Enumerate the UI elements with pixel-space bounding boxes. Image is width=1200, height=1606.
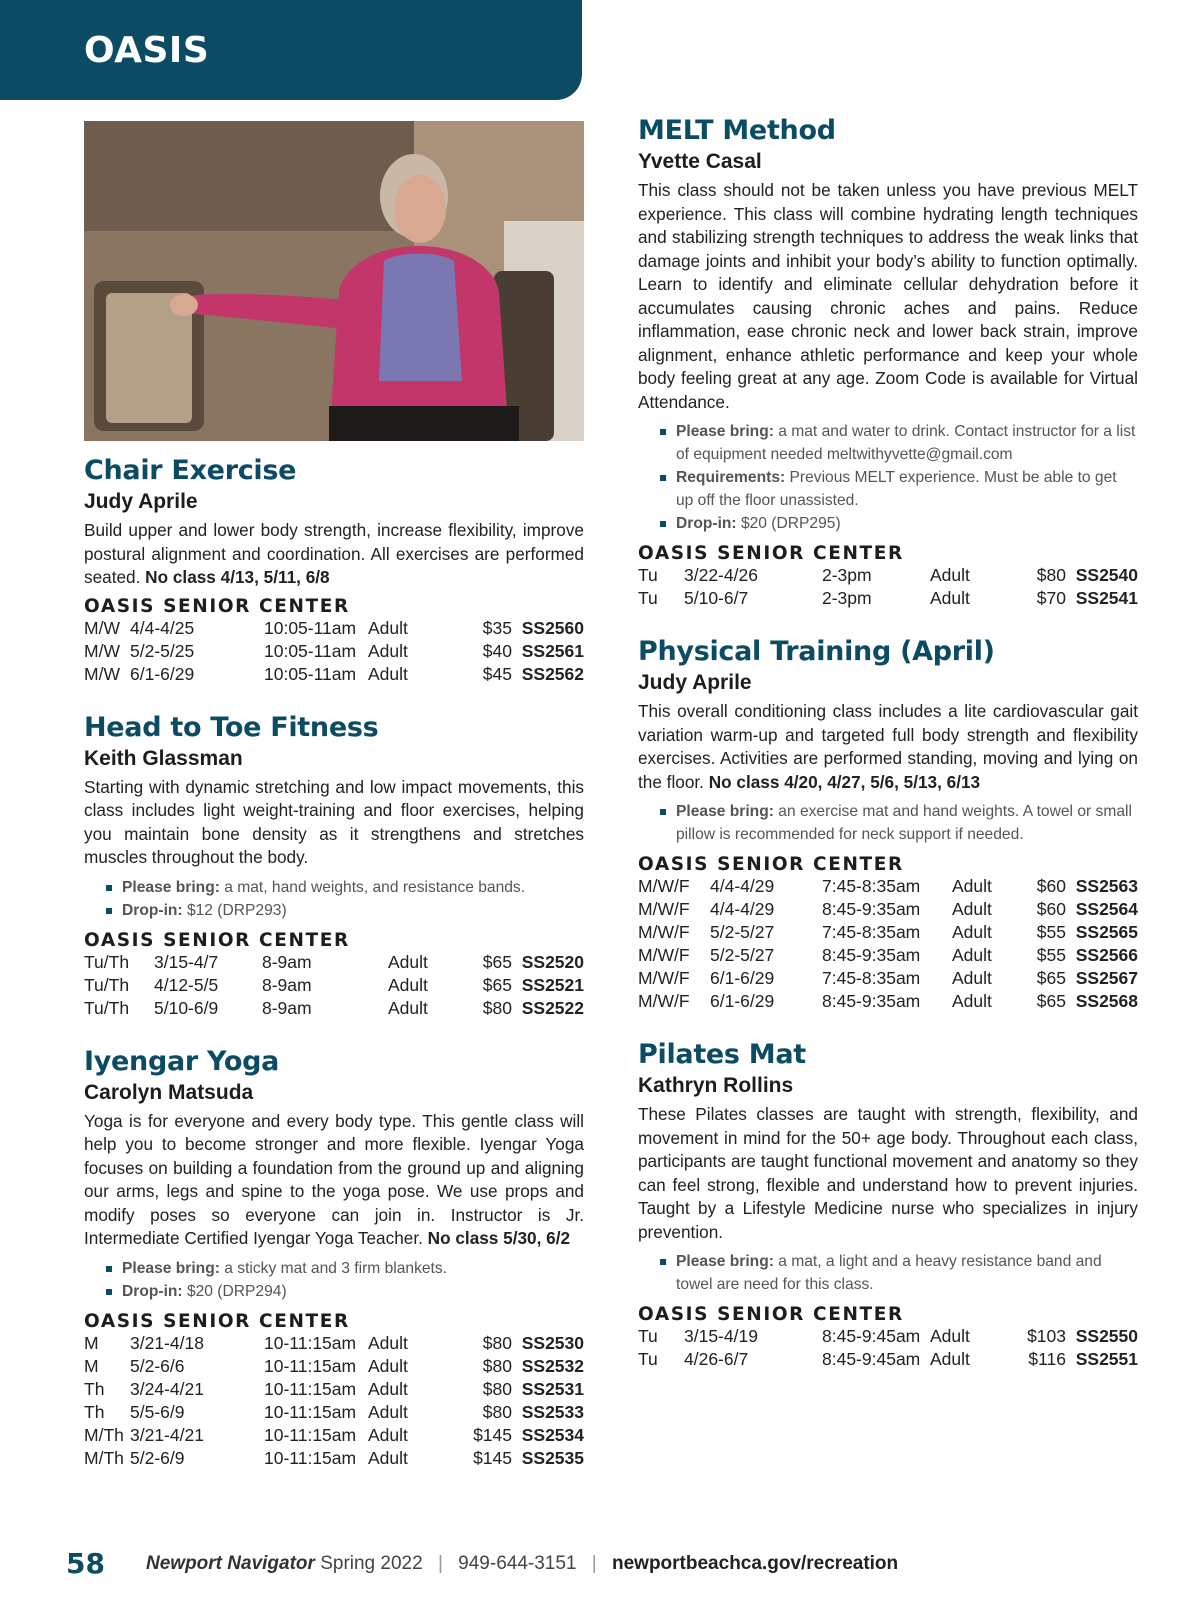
table-row [638,990,1138,1013]
schedule-table [84,1332,584,1470]
phone-number: 949-644-3151 [458,1553,577,1574]
table-cell: Th [84,1401,105,1422]
table-cell: Adult [930,1326,970,1346]
table-cell: SS2562 [521,663,584,684]
table-cell: 4/4-4/25 [130,617,195,638]
note-text: $12 (DRP293) [182,901,287,919]
page-footer [66,1547,1166,1583]
note-item [84,1280,584,1303]
table-cell: 5/2-6/6 [130,1355,185,1376]
location-label: OASIS SENIOR CENTER [638,1304,904,1325]
table-cell: 2-3pm [822,565,872,585]
table-cell: Tu/Th [84,997,130,1018]
table-row [84,951,584,974]
table-cell: $65 [482,974,512,995]
table-cell: Adult [368,640,408,661]
note-text: an exercise mat and hand weights. A towel or small pillow is recommended for neck support if needed. [676,803,1132,843]
table-cell: 6/1-6/29 [130,663,195,684]
course-melt-method [638,115,1138,610]
note-label: Please bring: [676,1253,774,1270]
table-cell: 8:45-9:45am [822,1349,921,1369]
table-cell: 5/10-6/9 [154,997,219,1018]
table-cell: 8:45-9:35am [822,899,921,919]
table-cell: Adult [368,1378,408,1399]
course-instructor: Judy Aprile [84,490,198,513]
table-row [638,564,1138,587]
note-label: Please bring: [122,1259,220,1277]
table-cell: SS2532 [521,1355,584,1376]
table-cell: $103 [1027,1326,1066,1346]
note-item [638,1250,1138,1296]
course-instructor: Carolyn Matsuda [84,1080,254,1104]
table-cell: Tu [638,1349,658,1369]
table-cell: $80 [482,1355,512,1376]
course-instructor: Keith Glassman [84,746,243,770]
schedule-table [84,617,584,686]
table-cell: Tu [638,565,658,585]
table-cell: SS2565 [1075,922,1138,942]
table-cell: 7:45-8:35am [822,968,921,988]
table-row [84,974,584,997]
description-text: Build upper and lower body strength, increase flexibility, improve postural alignment and coordination. All exercises are performed seated. [84,520,584,587]
no-class-note: No class 4/20, 4/27, 5/6, 5/13, 6/13 [708,771,981,792]
table-cell: Adult [952,968,992,988]
table-cell: SS2534 [521,1424,584,1445]
bullet-square-icon [106,1266,112,1272]
table-cell: M/W [84,640,120,661]
table-row [84,1355,584,1378]
location-label: OASIS SENIOR CENTER [84,595,350,617]
course-description: Starting with dynamic stretching and low impact movements, this class includes light weight-training and floor exercises, helping you maintain bone density as it strengthens and stretches muscles throughout the body. [84,776,584,867]
table-cell: M/W [84,617,120,638]
table-cell: M/W [84,663,120,684]
table-row [638,1348,1138,1371]
table-row [638,875,1138,898]
table-cell: Adult [368,617,408,638]
footer-text [146,1553,898,1575]
table-cell: $70 [1036,588,1066,608]
bullet-square-icon [660,1259,666,1265]
location-label: OASIS SENIOR CENTER [638,543,904,564]
table-cell: SS2530 [521,1332,584,1353]
table-cell: 5/2-6/9 [130,1447,185,1468]
course-notes [638,800,1138,846]
table-cell: 5/2-5/27 [710,922,775,942]
table-cell: Adult [952,922,992,942]
note-item [638,800,1138,846]
course-title: Iyengar Yoga [84,1045,280,1077]
course-description [84,519,584,590]
table-cell: 3/24-4/21 [130,1378,204,1399]
bullet-square-icon [106,1289,112,1295]
bullet-square-icon [106,908,112,914]
table-cell: $60 [1036,876,1066,896]
table-cell: 7:45-8:35am [822,922,921,942]
table-cell: $116 [1028,1349,1066,1369]
table-cell: 8-9am [262,997,312,1018]
table-cell: SS2563 [1075,876,1138,896]
description-text: Yoga is for everyone and every body type. This gentle class will help you to become stronger and more flexible. Iyengar Yoga focuses on building a foundation from the ground up and aligning our arms, legs and spine to the yoga pose. We use props and modify poses so everyone can join in. Instructor is Jr. Intermediate Certified Iyengar Yoga Teacher. [84,1110,584,1248]
table-cell: Adult [368,1401,408,1422]
note-item [638,420,1138,466]
table-row [638,587,1138,610]
table-row [84,997,584,1020]
table-cell: 5/5-6/9 [130,1401,185,1422]
course-title: Physical Training (April) [638,636,995,667]
note-item [638,512,1138,535]
section-title: OASIS [84,30,210,71]
table-cell: 6/1-6/29 [710,991,775,1011]
table-cell: $80 [482,1332,512,1353]
page-number: 58 [66,1547,105,1580]
course-notes [638,1250,1138,1296]
table-row [84,1332,584,1355]
table-cell: SS2564 [1075,899,1138,919]
table-cell: $65 [1036,968,1066,988]
table-cell: M/W/F [638,991,690,1011]
table-cell: 5/2-5/27 [710,945,775,965]
table-cell: 4/26-6/7 [684,1349,749,1369]
bullet-square-icon [660,521,666,527]
course-instructor: Judy Aprile [638,671,752,694]
table-cell: Tu/Th [84,974,130,995]
table-cell: SS2520 [521,951,584,972]
location-label: OASIS SENIOR CENTER [84,1310,350,1332]
table-cell: Adult [368,1332,408,1353]
table-cell: $145 [473,1447,512,1468]
table-cell: M/W/F [638,968,690,988]
table-cell: 3/21-4/18 [130,1332,204,1353]
table-cell: $80 [482,997,512,1018]
table-cell: 8:45-9:45am [822,1326,921,1346]
table-cell: SS2531 [521,1378,584,1399]
table-cell: 8:45-9:35am [822,945,921,965]
table-cell: Adult [930,1349,970,1369]
table-cell: $35 [482,617,512,638]
publication-name: Newport Navigator [146,1553,315,1574]
table-cell: $145 [473,1424,512,1445]
course-description [84,1110,584,1251]
schedule-table [84,951,584,1020]
no-class-note: No class 5/30, 6/2 [427,1228,571,1248]
table-row [84,1378,584,1401]
table-cell: 3/22-4/26 [684,565,758,585]
table-cell: $45 [482,663,512,684]
edition: Spring 2022 [314,1553,423,1574]
table-cell: Adult [952,945,992,965]
table-cell: 3/21-4/21 [130,1424,204,1445]
table-cell: 5/10-6/7 [684,588,749,608]
table-cell: 10-11:15am [264,1355,357,1376]
table-row [84,663,584,686]
table-cell: M [84,1332,99,1353]
table-cell: SS2566 [1075,945,1138,965]
table-cell: 3/15-4/19 [684,1326,758,1346]
note-label: Drop-in: [676,515,737,532]
course-instructor: Yvette Casal [638,150,762,173]
table-cell: 10-11:15am [264,1332,357,1353]
photo-illustration [84,121,584,441]
table-row [84,617,584,640]
note-label: Requirements: [676,469,786,486]
table-cell: 4/4-4/29 [710,899,775,919]
table-cell: $65 [482,951,512,972]
note-label: Please bring: [122,878,220,896]
bullet-square-icon [660,475,666,481]
table-cell: M/Th [84,1447,124,1468]
table-cell: SS2541 [1075,588,1138,608]
table-cell: $80 [482,1378,512,1399]
note-label: Please bring: [676,803,774,820]
table-cell: 7:45-8:35am [822,876,921,896]
course-title: Chair Exercise [84,455,297,486]
location-label: OASIS SENIOR CENTER [84,929,350,951]
course-notes [84,1257,584,1303]
note-text: a mat and water to drink. Contact instructor for a list of equipment needed meltwithyvette@gmail.com [676,423,1136,463]
table-cell: Adult [388,997,428,1018]
table-row [84,1447,584,1470]
course-iyengar-yoga [84,1046,584,1470]
note-item [84,1257,584,1280]
bullet-square-icon [660,429,666,435]
table-cell: 10-11:15am [264,1424,357,1445]
table-cell: M [84,1355,99,1376]
note-item [84,876,584,899]
table-cell: 10:05-11am [264,640,357,661]
table-cell: SS2535 [521,1447,584,1468]
course-description: These Pilates classes are taught with strength, flexibility, and movement in mind for the 50+ age body. Throughout each class, participants are taught functional movement and anatomy so they can feel strong, flexible and understand how to prevent injuries. Taught by a Lifestyle Medicine nurse who specializes in injury prevention. [638,1104,1138,1242]
course-pilates-mat [638,1039,1138,1371]
table-cell: 8-9am [262,951,312,972]
note-label: Please bring: [676,423,774,440]
note-text: a mat, hand weights, and resistance bands. [219,878,526,896]
table-cell: 10-11:15am [264,1378,357,1399]
table-cell: SS2533 [521,1401,584,1422]
table-cell: Tu [638,1326,658,1346]
table-row [638,1325,1138,1348]
table-row [638,921,1138,944]
table-cell: 10:05-11am [264,663,357,684]
course-title: Pilates Mat [638,1039,806,1070]
table-cell: Tu/Th [84,951,130,972]
table-cell: Adult [388,951,428,972]
table-row [638,898,1138,921]
table-cell: 5/2-5/25 [130,640,195,661]
table-cell: SS2568 [1075,991,1138,1011]
location-label: OASIS SENIOR CENTER [638,854,904,875]
table-cell: SS2560 [521,617,584,638]
table-cell: $40 [482,640,512,661]
table-cell: Adult [368,1424,408,1445]
left-column [84,121,584,1496]
note-item [638,466,1138,512]
note-text: $20 (DRP294) [182,1282,287,1300]
table-cell: Adult [952,991,992,1011]
bullet-square-icon [106,885,112,891]
note-text: a mat, a light and a heavy resistance band and towel are need for this class. [676,1253,1102,1293]
course-instructor: Kathryn Rollins [638,1074,794,1097]
course-description [638,700,1138,794]
table-cell: SS2561 [521,640,584,661]
table-cell: M/W/F [638,876,690,896]
table-cell: M/W/F [638,899,690,919]
course-chair-exercise [84,455,584,686]
course-title: MELT Method [638,115,836,146]
website-link[interactable]: newportbeachca.gov/recreation [612,1553,899,1574]
table-cell: 10:05-11am [264,617,357,638]
course-head-to-toe [84,712,584,1020]
right-column [638,115,1138,1397]
table-cell: SS2551 [1075,1349,1138,1369]
no-class-note: No class 4/13, 5/11, 6/8 [145,567,330,587]
table-cell: Adult [368,1355,408,1376]
table-cell: 8-9am [262,974,312,995]
bullet-square-icon [660,809,666,815]
table-cell: SS2567 [1075,968,1138,988]
table-cell: 10-11:15am [264,1401,357,1422]
table-cell: 8:45-9:35am [822,991,921,1011]
table-cell: M/W/F [638,945,690,965]
description-text: This overall conditioning class includes a lite cardiovascular gait variation warm-up and targeted full body strength and flexibility exercises. Activities are performed standing, moving and lying on the floor. [638,701,1138,792]
schedule-table [638,564,1138,610]
schedule-table [638,875,1138,1013]
course-notes [84,876,584,922]
separator: | [437,1553,443,1574]
table-cell: Adult [952,876,992,896]
note-label: Drop-in: [122,1282,183,1300]
table-cell: Th [84,1378,105,1399]
table-cell: Adult [930,588,970,608]
table-cell: 4/12-5/5 [154,974,219,995]
course-description: This class should not be taken unless you have previous MELT experience. This class will combine hydrating length techniques and stabilizing strength techniques to address the weak links that damage joints and inhibit your body’s ability to function optimally. Learn to identify and eliminate cellular dehydration before it accumulates causing chronic aches and pains. Reduce inflammation, ease chronic neck and lower back strain, improve alignment, enhance athletic performance and keep your whole body feeling great at any age. Zoom Code is available for Virtual Attendance. [638,180,1138,412]
course-notes [638,420,1138,535]
table-cell: 10-11:15am [264,1447,357,1468]
table-row [638,967,1138,990]
table-cell: Adult [368,1447,408,1468]
table-cell: 2-3pm [822,588,872,608]
table-cell: M/W/F [638,922,690,942]
note-item [84,899,584,922]
separator: | [591,1553,597,1574]
schedule-table [638,1325,1138,1371]
course-title: Head to Toe Fitness [84,711,379,743]
note-text: a sticky mat and 3 firm blankets. [219,1259,447,1277]
table-cell: Adult [368,663,408,684]
section-banner [0,0,582,100]
table-cell: Adult [930,565,970,585]
table-row [84,1424,584,1447]
table-cell: 3/15-4/7 [154,951,219,972]
table-cell: $80 [1036,565,1066,585]
table-cell: Adult [388,974,428,995]
table-row [84,1401,584,1424]
table-cell: SS2550 [1075,1326,1138,1346]
table-cell: $55 [1036,945,1066,965]
table-row [638,944,1138,967]
table-cell: $60 [1036,899,1066,919]
table-cell: $55 [1036,922,1066,942]
note-text: Previous MELT experience. Must be able to get up off the floor unassisted. [676,469,1117,509]
table-cell: $80 [482,1401,512,1422]
table-cell: SS2522 [521,997,584,1018]
course-physical-training [638,636,1138,1013]
table-cell: SS2521 [521,974,584,995]
note-label: Drop-in: [122,901,183,919]
note-text: $20 (DRP295) [736,515,841,532]
table-cell: Tu [638,588,658,608]
table-cell: Adult [952,899,992,919]
chair-exercise-photo [84,121,584,441]
table-cell: 6/1-6/29 [710,968,775,988]
table-row [84,640,584,663]
table-cell: 4/4-4/29 [710,876,775,896]
table-cell: M/Th [84,1424,124,1445]
table-cell: $65 [1036,991,1066,1011]
table-cell: SS2540 [1075,565,1138,585]
